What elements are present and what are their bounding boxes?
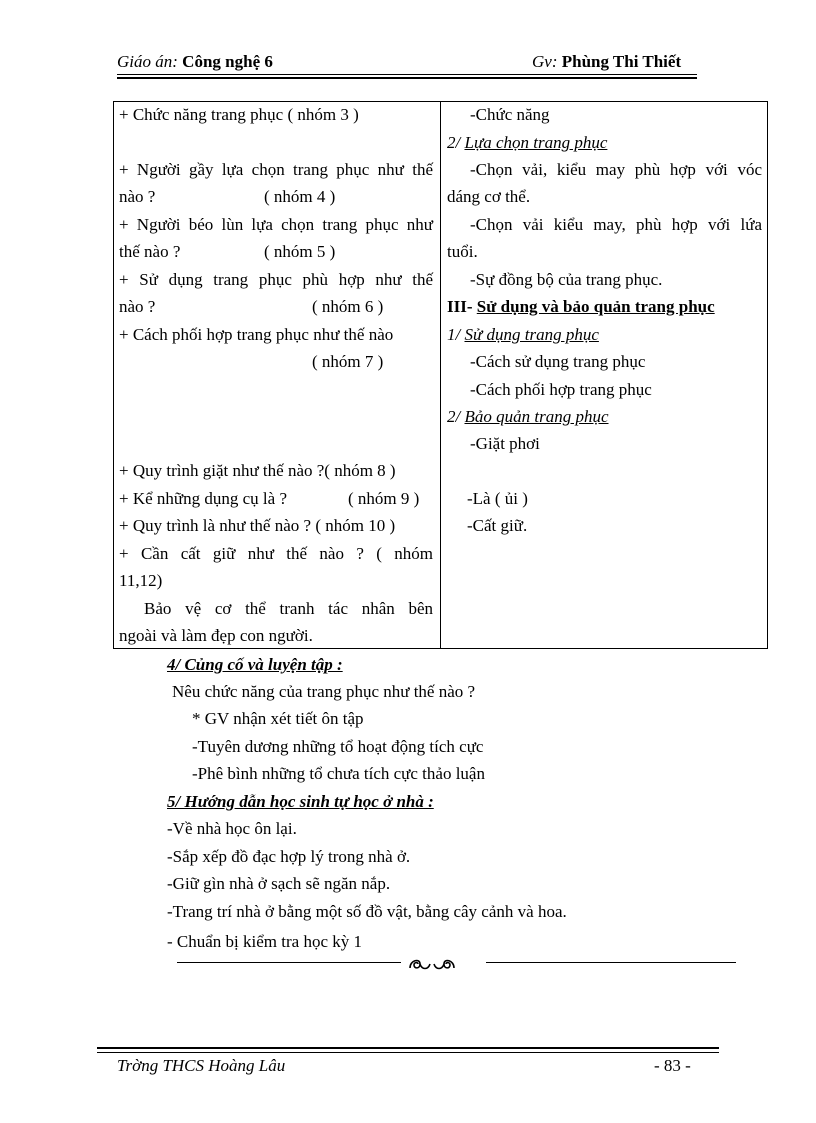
section-number: III-	[447, 297, 477, 316]
subheading-text: Lựa chọn trang phục	[464, 133, 608, 152]
right-line: -Chọn vải, kiểu may phù hợp với vóc	[470, 160, 762, 179]
section5-line: -Về nhà học ôn lại.	[167, 819, 297, 838]
right-line: -Cất giữ.	[467, 516, 528, 535]
footer-rule-thin	[97, 1052, 719, 1053]
section4-line: Nêu chức năng của trang phục như thế nào ?	[172, 682, 476, 701]
right-line: -Sự đồng bộ của trang phục.	[470, 270, 663, 289]
subheading-su-dung	[447, 325, 599, 347]
section4-heading: 4/ Củng cố và luyện tập :	[167, 655, 343, 674]
left-line: ngoài và làm đẹp con người.	[119, 626, 313, 645]
left-line: nào ?	[119, 187, 156, 206]
left-line: ( nhóm 4 )	[264, 187, 336, 206]
left-line: thế nào ?	[119, 242, 181, 261]
left-line: + Sử dụng trang phục phù hợp như thế	[119, 270, 433, 289]
subheading-number: 2/	[447, 407, 465, 426]
footer-school: Trờng THCS Hoàng Lâu	[117, 1056, 286, 1075]
section5-heading: 5/ Hướng dẫn học sinh tự học ở nhà :	[167, 792, 434, 811]
ornament-glyph	[406, 954, 458, 974]
teacher-label: Gv:	[532, 52, 558, 71]
left-line: + Quy trình là như thế nào ? ( nhóm 10 )	[119, 516, 396, 535]
section4-line: -Phê bình những tổ chưa tích cực thảo luận	[192, 764, 485, 783]
subheading-bao-quan	[447, 407, 609, 429]
section4-line: -Tuyên dương những tổ hoạt động tích cực	[192, 737, 484, 756]
left-line: + Chức năng trang phục ( nhóm 3 )	[119, 105, 359, 124]
subheading-text: Bảo quản trang phục	[464, 407, 609, 426]
ornament-icon	[406, 954, 476, 974]
divider-left	[177, 962, 401, 963]
left-line: Bảo vệ cơ thể tranh tác nhân bên	[144, 599, 433, 618]
right-line: -Giặt phơi	[470, 434, 540, 453]
divider-right	[486, 962, 736, 963]
section-text: Sử dụng và bảo quản trang phục	[476, 297, 715, 316]
header-teacher	[532, 52, 681, 72]
left-line: + Kể những dụng cụ là ?	[119, 489, 287, 508]
left-line: 11,12)	[119, 571, 163, 590]
subject-label: Giáo án:	[117, 52, 178, 71]
teacher-value: Phùng Thi Thiết	[561, 52, 682, 71]
section4-line: * GV nhận xét tiết ôn tập	[192, 709, 364, 728]
left-line: nào ?	[119, 297, 156, 316]
left-line: + Cần cất giữ như thế nào ? ( nhóm	[119, 544, 433, 563]
subheading-number: 1/	[447, 325, 465, 344]
left-line: ( nhóm 7 )	[312, 352, 384, 371]
left-line: + Người béo lùn lựa chọn trang phục như	[119, 215, 433, 234]
footer-page-number: - 83 -	[654, 1056, 691, 1075]
right-line: -Chọn vải kiểu may, phù hợp với lứa	[470, 215, 762, 234]
section-heading-su-dung	[447, 297, 715, 319]
right-line: -Là ( ủi )	[467, 489, 528, 508]
right-line: -Cách phối hợp trang phục	[470, 380, 652, 399]
subject-value: Công nghệ 6	[182, 52, 273, 71]
table-column-divider	[440, 101, 441, 649]
right-line: -Cách sử dụng trang phục	[470, 352, 646, 371]
right-line: dáng cơ thể.	[447, 187, 531, 206]
header-rule	[117, 74, 697, 75]
subheading-number: 2/	[447, 133, 465, 152]
section5-line: - Chuẩn bị kiểm tra học kỳ 1	[167, 932, 362, 951]
right-line: -Chức năng	[470, 105, 550, 124]
section5-line: -Sắp xếp đồ đạc hợp lý trong nhà ở.	[167, 847, 411, 866]
header-rule-thick	[117, 77, 697, 79]
right-line: tuổi.	[447, 242, 478, 261]
left-line: + Quy trình giặt như thế nào ?( nhóm 8 )	[119, 461, 396, 480]
left-line: ( nhóm 5 )	[264, 242, 336, 261]
header-subject	[117, 52, 273, 72]
section5-line: -Trang trí nhà ở bằng một số đồ vật, bằng cây cảnh và hoa.	[167, 902, 567, 921]
left-line: ( nhóm 9 )	[348, 489, 420, 508]
left-line: + Người gầy lựa chọn trang phục như thế	[119, 160, 433, 179]
footer-rule	[97, 1047, 719, 1049]
subheading-lua-chon	[447, 133, 607, 155]
left-line: + Cách phối hợp trang phục như thế nào	[119, 325, 394, 344]
subheading-text: Sử dụng trang phục	[464, 325, 599, 344]
section5-line: -Giữ gìn nhà ở sạch sẽ ngăn nắp.	[167, 874, 391, 893]
left-line: ( nhóm 6 )	[312, 297, 384, 316]
